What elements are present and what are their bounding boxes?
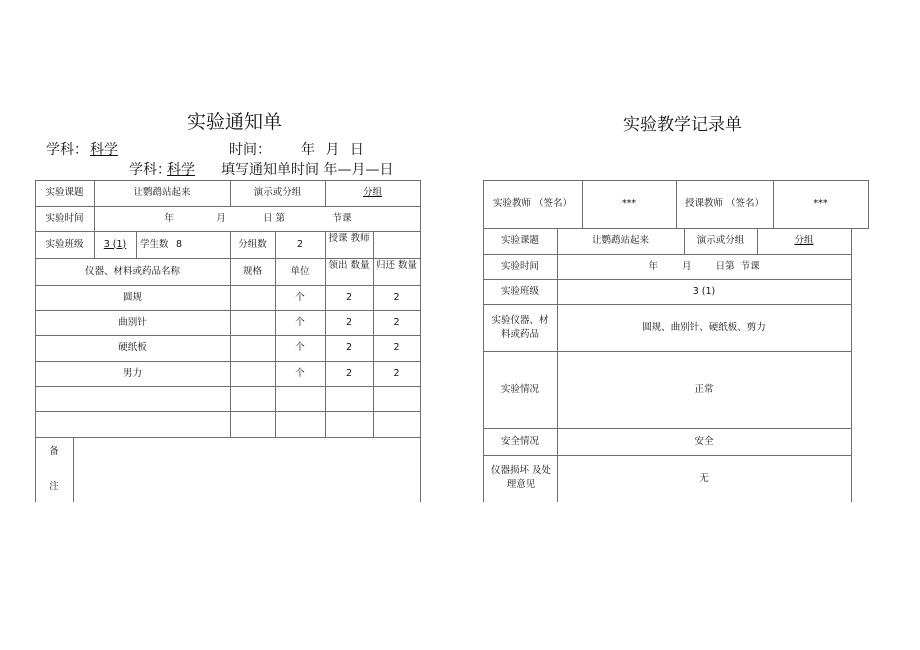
class-label: 实验班级 <box>45 238 84 250</box>
item-unit: 个 <box>295 342 305 353</box>
remark-label-2: 注 <box>49 481 59 492</box>
record-situation-value: 正常 <box>694 383 714 395</box>
col-return: 归还 数量 <box>375 260 418 271</box>
item-unit: 个 <box>295 316 305 328</box>
record-damage-value: 无 <box>699 472 709 484</box>
mode-label: 演示或分组 <box>253 187 302 198</box>
students-label: 学生数 <box>140 238 169 250</box>
time-day-number: 日 第 <box>262 212 286 224</box>
record-mode-value: 分组 <box>794 235 814 246</box>
item-name: 曲别针 <box>118 316 147 328</box>
groups-label: 分组数 <box>238 238 267 250</box>
left-title: 实验通知单 <box>187 111 283 133</box>
left-time-label: 时间： <box>229 142 271 158</box>
item-return: 2 <box>393 316 400 328</box>
left-fill-time: 填写通知单时间 年—月—日 <box>221 162 394 178</box>
item-name: 硬纸板 <box>118 342 147 353</box>
remark-label-1: 备 <box>49 446 59 457</box>
experiment-teacher-signature: *** <box>621 198 637 209</box>
left-subject-label: 学科： <box>46 142 88 158</box>
students-value: 8 <box>175 238 183 250</box>
groups-value: 2 <box>296 238 304 250</box>
item-return: 2 <box>393 367 400 379</box>
topic-value: 让鹦鹉站起来 <box>133 187 191 198</box>
item-unit: 个 <box>295 291 305 303</box>
record-time-label: 实验时间 <box>500 260 539 272</box>
instructor-label: 授课教师 （签名） <box>684 198 765 209</box>
time-month: 月 <box>216 212 226 224</box>
right-title: 实验教学记录单 <box>623 115 742 135</box>
record-class-value: 3 (1) <box>692 285 716 297</box>
time-year: 年 <box>164 212 174 224</box>
item-return: 2 <box>393 291 400 303</box>
class-value: 3 (1) <box>103 238 127 250</box>
col-out: 领出 数量 <box>328 260 370 271</box>
left-subject-label-2: 学科： <box>129 162 171 178</box>
record-topic-label: 实验课题 <box>500 235 539 246</box>
left-date: 年 月 日 <box>301 142 364 158</box>
mode-value: 分组 <box>362 187 382 198</box>
item-return: 2 <box>393 342 400 353</box>
item-out: 2 <box>345 367 353 379</box>
record-time-value: 年 月 日第 节课 <box>648 260 760 272</box>
experiment-teacher-label: 实验教师 （签名） <box>492 198 573 209</box>
time-label: 实验时间 <box>45 212 84 224</box>
item-name: 圆规 <box>122 291 142 303</box>
record-materials-label: 实验仪器、材料或药品 <box>491 314 549 340</box>
item-unit: 个 <box>295 367 305 379</box>
item-out: 2 <box>345 342 353 353</box>
col-name: 仪器、材料或药品名称 <box>84 265 180 277</box>
record-materials-value: 圆规、曲别针、硬纸板、剪力 <box>642 321 766 333</box>
record-safety-label: 安全情况 <box>500 435 539 447</box>
record-topic-value: 让鹦鹉站起来 <box>591 235 649 246</box>
time-period: 节课 <box>332 212 352 224</box>
left-subject-value: 科学 <box>90 142 118 158</box>
record-situation-label: 实验情况 <box>500 383 539 395</box>
item-name: 男力 <box>122 367 142 379</box>
record-safety-value: 安全 <box>694 435 714 447</box>
col-unit: 单位 <box>290 265 310 277</box>
record-mode-label: 演示或分组 <box>696 235 745 246</box>
instructor-signature: *** <box>813 198 828 209</box>
topic-label: 实验课题 <box>45 187 84 198</box>
record-damage-label: 仪器损坏 及处理意见 <box>490 465 552 490</box>
col-spec: 规格 <box>242 265 262 277</box>
item-out: 2 <box>345 291 353 303</box>
record-class-label: 实验班级 <box>500 285 539 297</box>
left-subject-value-2: 科学 <box>167 162 195 178</box>
item-out: 2 <box>345 316 353 328</box>
teacher-label: 授课 教师 <box>328 233 370 244</box>
